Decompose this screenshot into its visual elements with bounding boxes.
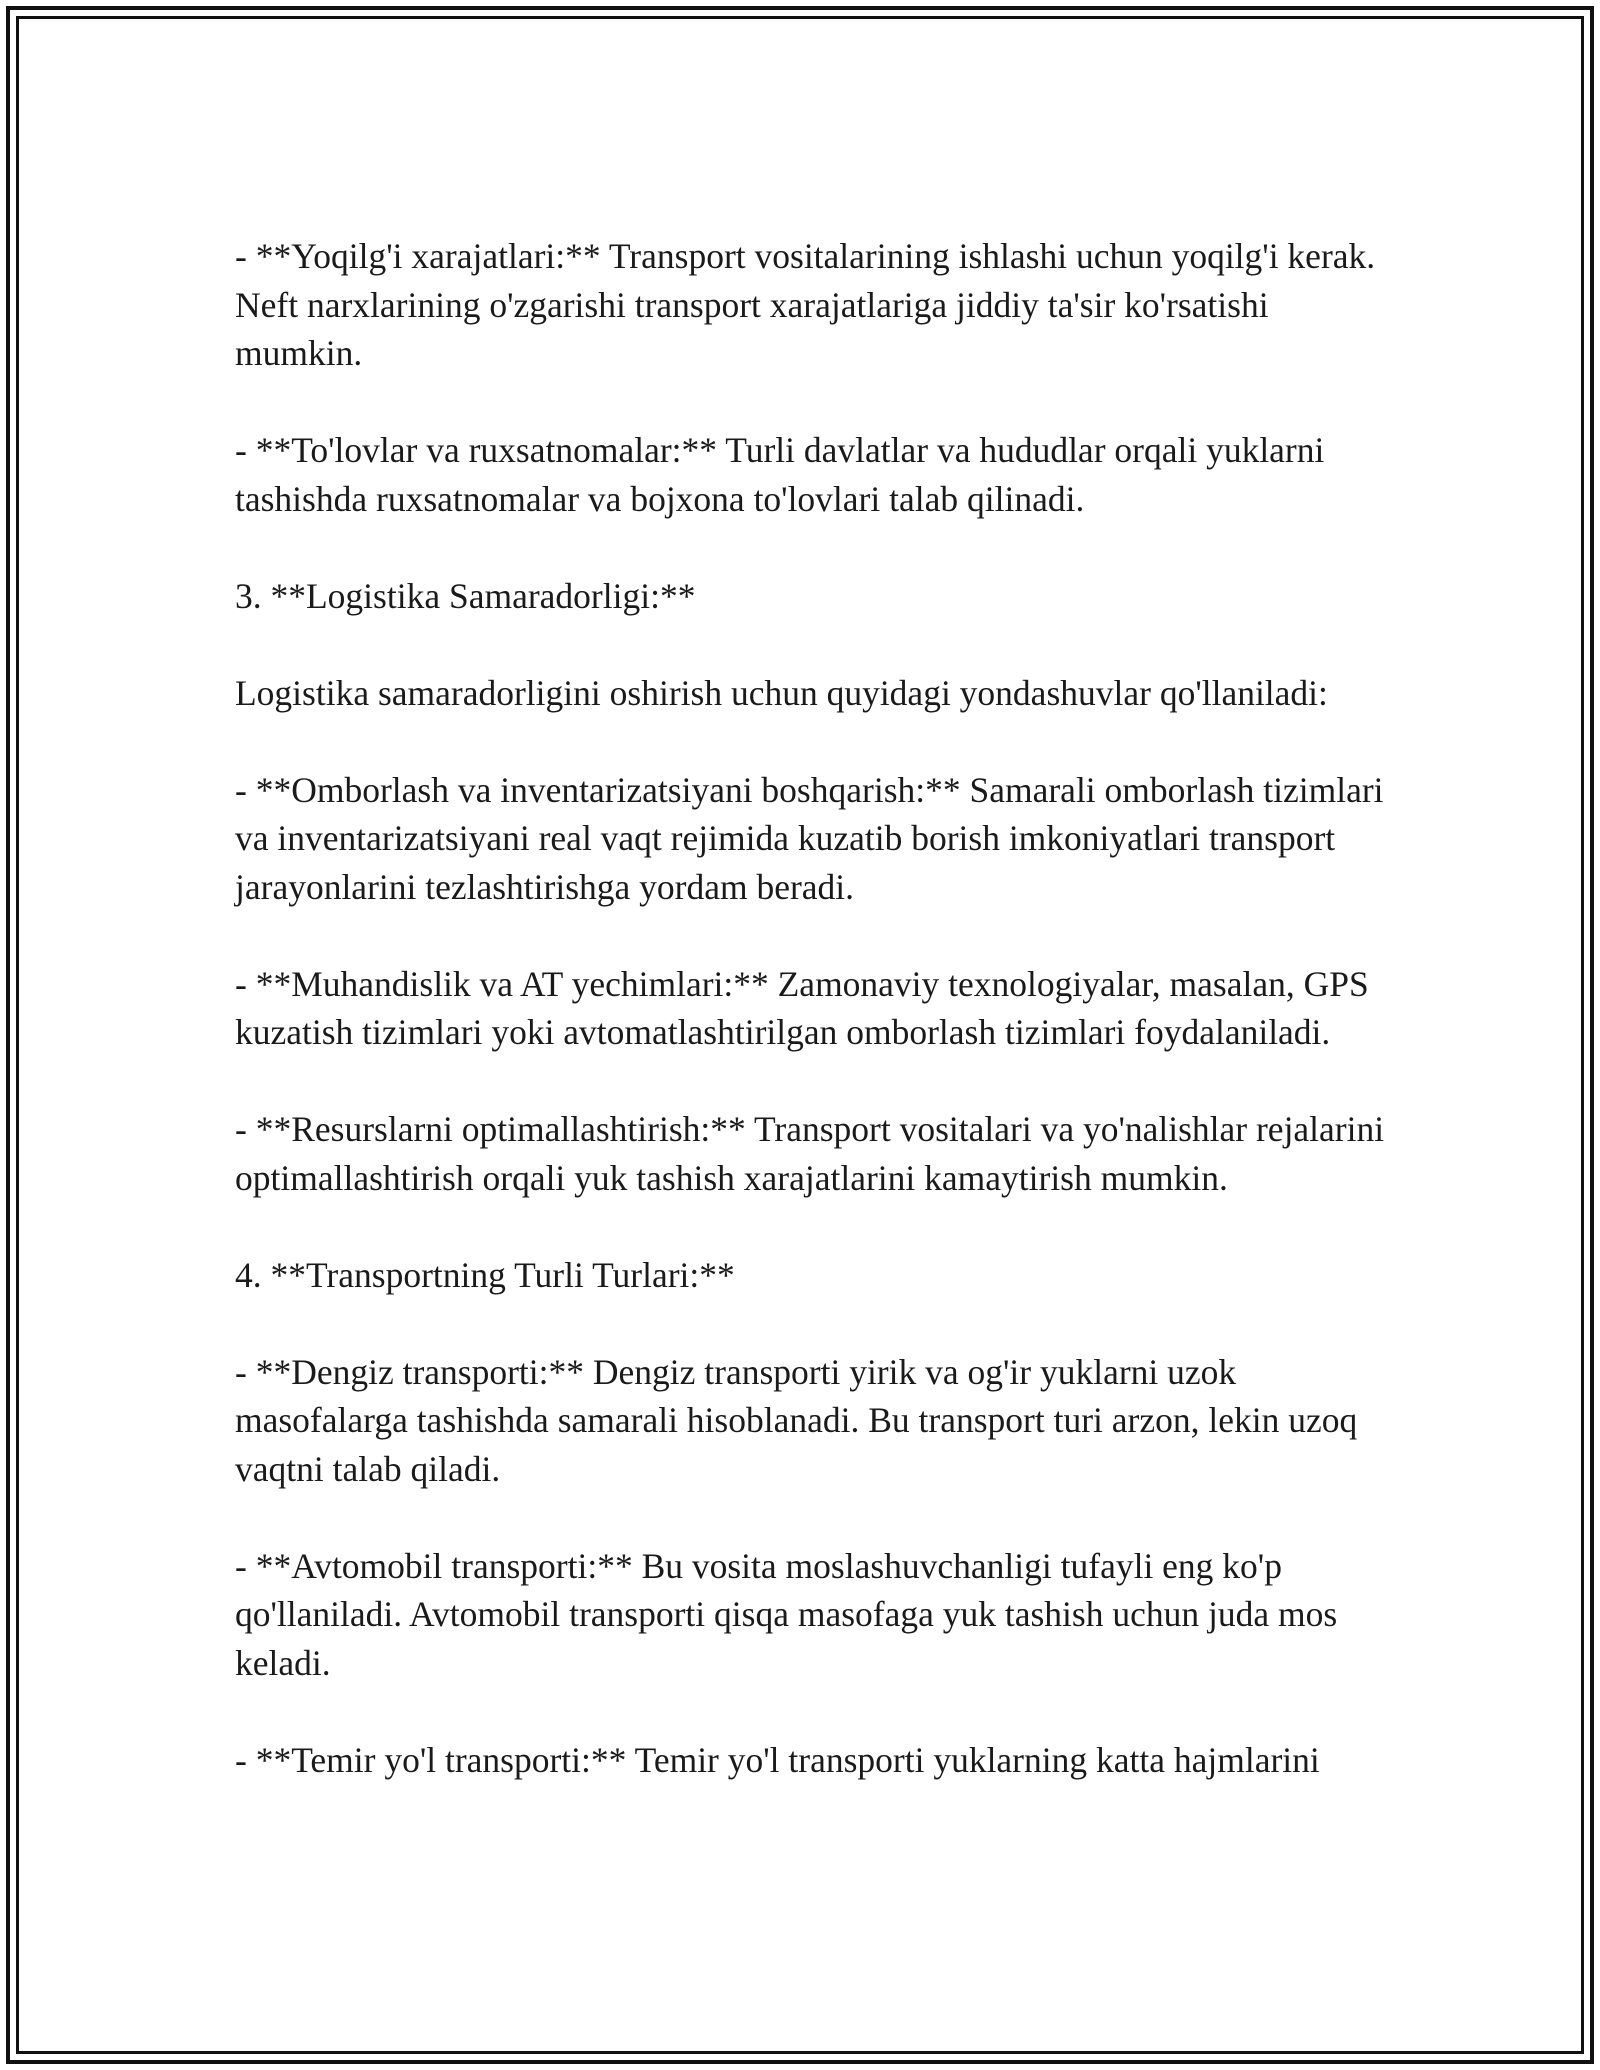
- paragraph-rail-transport: - **Temir yo'l transporti:** Temir yo'l transporti yuklarning katta hajmlarini: [235, 1739, 1320, 1780]
- document-body: [235, 232, 1385, 1833]
- paragraph-road-transport: - **Avtomobil transporti:** Bu vosita moslashuvchanligi tufayli eng ko'p qo'llaniladi. Avtomobil transporti qisqa masofaga yuk tashish uchun juda mos keladi.: [235, 1545, 1338, 1683]
- section-heading-logistics-efficiency: 3. **Logistika Samaradorligi:**: [235, 575, 696, 616]
- paragraph-sea-transport: - **Dengiz transporti:** Dengiz transporti yirik va og'ir yuklarni uzok masofalarga tashishda samarali hisoblanadi. Bu transport turi arzon, lekin uzoq vaqtni talab qiladi.: [235, 1351, 1358, 1489]
- paragraph-logistics-intro: Logistika samaradorligini oshirish uchun quyidagi yondashuvlar qo'llaniladi:: [235, 672, 1328, 713]
- paragraph-fuel-costs: - **Yoqilg'i xarajatlari:** Transport vositalarining ishlashi uchun yoqilg'i kerak. Neft narxlarining o'zgarishi transport xarajatlariga jiddiy ta'sir ko'rsatishi mumkin.: [235, 236, 1376, 373]
- paragraph-warehousing: - **Omborlash va inventarizatsiyani boshqarish:** Samarali omborlash tizimlari va inventarizatsiyani real vaqt rejimida kuzatib borish imkoniyatlari transport jarayonlarini tezlashtirishga yordam beradi.: [235, 769, 1384, 907]
- section-heading-transport-types: 4. **Transportning Turli Turlari:**: [235, 1254, 735, 1295]
- paragraph-payments-permits: - **To'lovlar va ruxsatnomalar:** Turli davlatlar va hududlar orqali yuklarni tashishda ruxsatnomalar va bojxona to'lovlari talab qilinadi.: [235, 430, 1325, 519]
- paragraph-engineering-it: - **Muhandislik va AT yechimlari:** Zamonaviy texnologiyalar, masalan, GPS kuzatish tizimlari yoki avtomatlashtirilgan omborlash tizimlari foydalaniladi.: [235, 963, 1369, 1052]
- paragraph-resource-optimization: - **Resurslarni optimallashtirish:** Transport vositalari va yo'nalishlar rejalarini optimallashtirish orqali yuk tashish xarajatlarini kamaytirish mumkin.: [235, 1109, 1385, 1198]
